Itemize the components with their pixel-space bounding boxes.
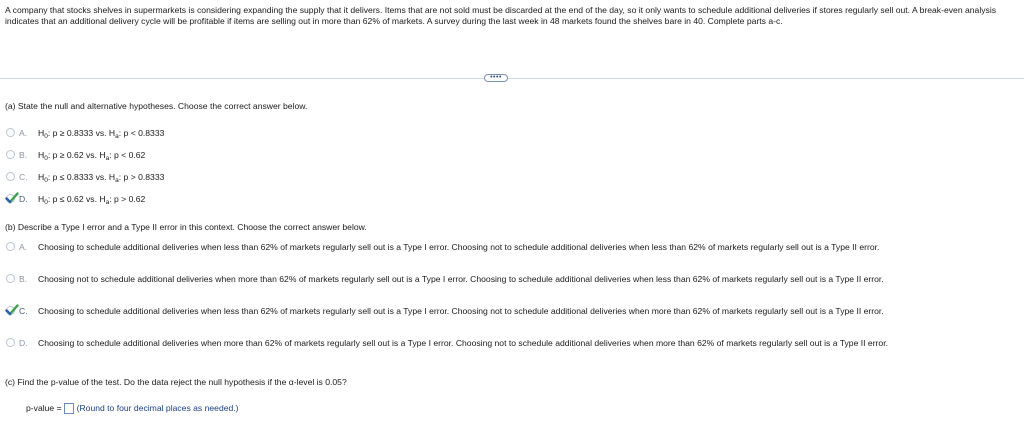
- option-hypotheses: $H_0$: p ≤ 0.8333 vs. $H_a$: p > 0.8333: [38, 172, 165, 184]
- problem-statement: A company that stocks shelves in supermarkets is considering expanding the supply that it delivers. Items that are not sold must be discarded at the end of the day, so it only wants to schedule additional deliveries if stores regularly sell out. A break-even analysis indicates that an additional delivery cycle will be profitable if items are selling out in more than 62% of markets. A survey during the last week in 48 markets found the shelves bare in 40. Complete parts a-c.: [5, 5, 997, 26]
- radio-button[interactable]: [6, 150, 15, 159]
- option-letter: A.: [19, 242, 28, 252]
- option-text: Choosing not to schedule additional deliveries when more than 62% of markets regularly sell out is a Type I error. Choosing to schedule additional deliveries when less than 62% of markets regularly sell out is a Type II error.: [38, 274, 884, 284]
- pvalue-input[interactable]: [64, 403, 74, 414]
- option-hypotheses: $H_0$: p ≤ 0.62 vs. $H_a$: p > 0.62: [38, 194, 146, 206]
- option-letter: B.: [19, 274, 28, 284]
- option-hypotheses: $H_0$: p ≥ 0.62 vs. $H_a$: p < 0.62: [38, 150, 146, 162]
- part-a-prompt: (a) State the null and alternative hypotheses. Choose the correct answer below.: [5, 101, 308, 111]
- pvalue-row: [26, 402, 239, 414]
- pvalue-label: p-value =: [26, 403, 62, 413]
- rounding-hint: (Round to four decimal places as needed.): [76, 403, 239, 413]
- option-text: Choosing to schedule additional deliveries when less than 62% of markets regularly sell out is a Type I error. Choosing not to schedule additional deliveries when more than 62% of markets regularly sell out is a Type II error.: [38, 306, 884, 316]
- option-letter: C.: [19, 172, 28, 182]
- part-c-prompt: (c) Find the p-value of the test. Do the data reject the null hypothesis if the α-level is 0.05?: [5, 377, 347, 387]
- part-b-prompt: (b) Describe a Type I error and a Type II error in this context. Choose the correct answer below.: [5, 222, 367, 232]
- option-text: Choosing to schedule additional deliveries when more than 62% of markets regularly sell out is a Type I error. Choosing not to schedule additional deliveries when more than 62% of markets regularly sell out is a Type II error.: [38, 338, 888, 348]
- option-letter: D.: [19, 338, 28, 348]
- option-letter: D.: [19, 194, 28, 204]
- radio-button[interactable]: [6, 242, 15, 251]
- radio-button[interactable]: [6, 128, 15, 137]
- option-letter: B.: [19, 150, 28, 160]
- option-letter: C.: [19, 306, 28, 316]
- correct-check-icon: [5, 304, 19, 316]
- radio-button[interactable]: [6, 338, 15, 347]
- correct-check-icon: [5, 192, 19, 204]
- option-hypotheses: $H_0$: p ≥ 0.8333 vs. $H_a$: p < 0.8333: [38, 128, 165, 140]
- radio-button[interactable]: [6, 172, 15, 181]
- expand-more-button[interactable]: ••••: [484, 74, 508, 82]
- option-text: Choosing to schedule additional deliveries when less than 62% of markets regularly sell out is a Type I error. Choosing not to schedule additional deliveries when less than 62% of markets regularly sell out is a Type II error.: [38, 242, 880, 252]
- section-divider: [0, 78, 1024, 79]
- option-letter: A.: [19, 128, 28, 138]
- radio-button[interactable]: [6, 274, 15, 283]
